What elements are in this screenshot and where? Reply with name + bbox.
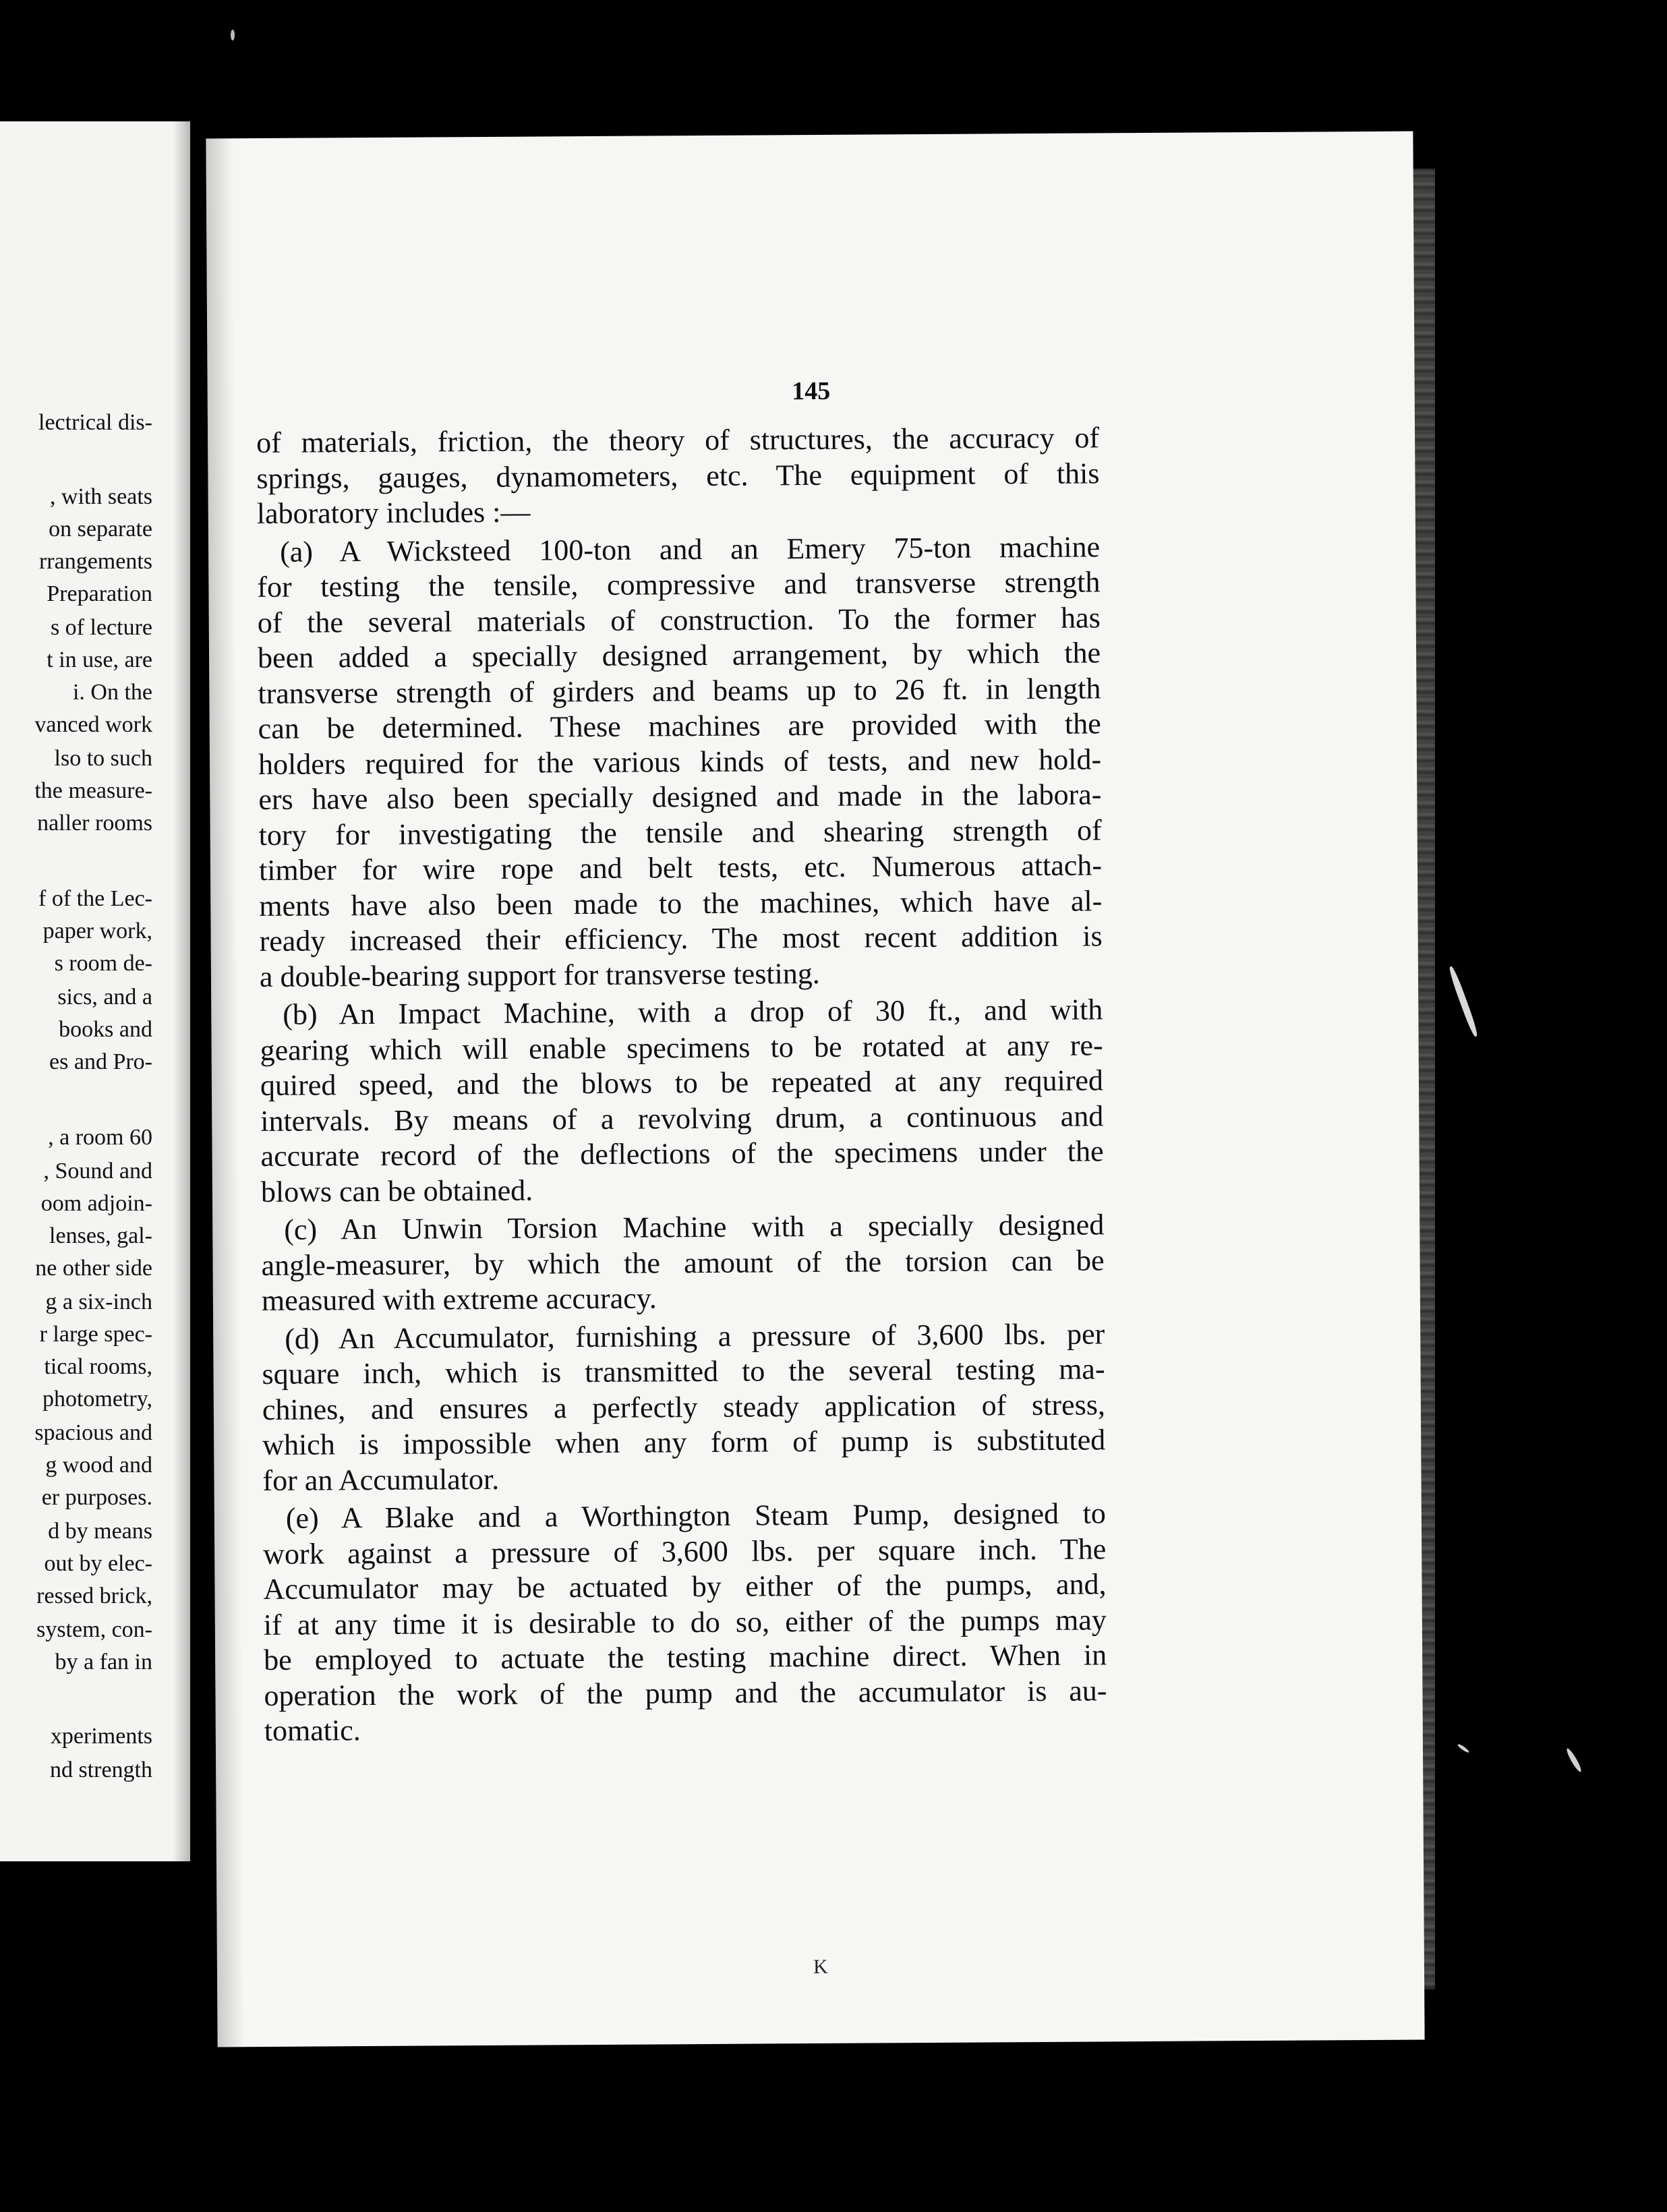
- left-page-line: on separate: [49, 517, 152, 542]
- body-text-line: square inch, which is transmitted to the several testing ma-: [262, 1352, 1105, 1391]
- dust-speck: [1457, 1743, 1469, 1754]
- body-text-line: for testing the tensile, compressive and transverse strength: [257, 565, 1101, 604]
- left-page-line: ressed brick,: [36, 1583, 152, 1608]
- left-page-line: g a six-inch: [45, 1289, 152, 1314]
- body-text-line: which is impossible when any form of pump is substituted: [262, 1423, 1106, 1462]
- body-text-line: holders required for the various kinds of tests, and new hold-: [258, 743, 1102, 782]
- body-text-line: can be determined. These machines are provided with the: [258, 707, 1101, 746]
- left-page-line: t in use, are: [47, 647, 152, 672]
- page-body-text: [206, 132, 1424, 2047]
- left-page-line: by a fan in: [55, 1650, 152, 1675]
- body-text-line: measured with extreme accuracy.: [261, 1281, 657, 1318]
- body-text-line: springs, gauges, dynamometers, etc. The equipment of this: [256, 457, 1100, 496]
- body-text-line: intervals. By means of a revolving drum, a continuous and: [260, 1099, 1104, 1138]
- body-text-line: tomatic.: [264, 1714, 361, 1748]
- body-text-line: ready increased their efficiency. The most recent addition is: [259, 919, 1103, 958]
- dust-speck: [1447, 966, 1479, 1038]
- left-page-line: Preparation: [47, 581, 152, 606]
- left-page-line: books and: [59, 1017, 152, 1042]
- left-page-line: s of lecture: [50, 615, 152, 640]
- dust-speck: [1565, 1747, 1583, 1774]
- left-page-line: vanced work: [34, 712, 152, 737]
- body-text-line: quired speed, and the blows to be repeated at any required: [260, 1064, 1104, 1103]
- body-text-line: (c) An Unwin Torsion Machine with a specially designed: [284, 1208, 1105, 1246]
- dust-speck: [231, 30, 235, 40]
- left-page-line: rrangements: [38, 549, 152, 574]
- left-page-line: i. On the: [72, 680, 152, 705]
- left-page-line: r large spec-: [39, 1322, 152, 1347]
- main-page: [206, 132, 1424, 2047]
- body-text-line: timber for wire rope and belt tests, etc. Numerous attach-: [258, 848, 1103, 887]
- body-text-line: accurate record of the deflections of the specimens under the: [260, 1134, 1104, 1173]
- body-text-line: been added a specially designed arrangement, by which the: [257, 636, 1101, 675]
- body-text-line: of materials, friction, the theory of structures, the accuracy of: [256, 421, 1100, 460]
- left-page-line: the measure-: [34, 778, 152, 803]
- left-page-line: ne other side: [35, 1256, 152, 1281]
- body-text-line: transverse strength of girders and beams up to 26 ft. in length: [258, 672, 1101, 711]
- body-text-line: ers have also been specially designed and made in the labora-: [258, 778, 1102, 817]
- body-text-line: operation the work of the pump and the accumulator is au-: [264, 1674, 1107, 1713]
- left-page-line: g wood and: [45, 1453, 152, 1478]
- body-text-line: be employed to actuate the testing machine direct. When in: [264, 1638, 1107, 1677]
- left-page-line: out by elec-: [44, 1551, 152, 1576]
- left-page-line: tical rooms,: [44, 1354, 152, 1379]
- body-text-line: blows can be obtained.: [260, 1173, 533, 1209]
- left-page-line: lenses, gal-: [49, 1223, 152, 1248]
- body-text-line: (b) An Impact Machine, with a drop of 30 ft., and with: [283, 993, 1103, 1031]
- body-text-line: a double-bearing support for transverse testing.: [259, 956, 820, 994]
- body-text-line: gearing which will enable specimens to be rotated at any re-: [260, 1028, 1103, 1068]
- gutter-shadow: [173, 121, 190, 1861]
- left-page-line: oom adjoin-: [40, 1191, 152, 1216]
- left-page-line: , with seats: [49, 484, 152, 509]
- body-text-line: of the several materials of construction. To the former has: [257, 601, 1101, 640]
- left-page-line: d by means: [48, 1519, 152, 1544]
- left-page-line: s room de-: [54, 951, 152, 976]
- left-page-line: xperiments: [50, 1724, 152, 1749]
- left-page-line: photometry,: [42, 1387, 152, 1411]
- body-text-line: Accumulator may be actuated by either of the pumps, and,: [263, 1567, 1107, 1606]
- left-page-line: , a room 60: [48, 1125, 152, 1150]
- body-text-line: angle-measurer, by which the amount of the torsion can be: [261, 1244, 1105, 1283]
- left-facing-page: [0, 121, 190, 1861]
- body-text-line: chines, and ensures a perfectly steady application of stress,: [262, 1388, 1106, 1427]
- body-text-line: ments have also been made to the machines, which have al-: [259, 884, 1103, 923]
- body-text-line: laboratory includes :—: [256, 495, 531, 531]
- page-number: 145: [792, 376, 831, 406]
- left-page-line: paper work,: [42, 919, 152, 943]
- body-text-line: tory for investigating the tensile and shearing strength of: [258, 813, 1102, 852]
- body-text-line: (e) A Blake and a Worthington Steam Pump, designed to: [285, 1496, 1106, 1535]
- body-text-line: work against a pressure of 3,600 lbs. per square inch. The: [263, 1532, 1107, 1571]
- left-page-line: es and Pro-: [49, 1049, 152, 1074]
- left-page-line: sics, and a: [57, 985, 152, 1010]
- left-page-line: f of the Lec-: [38, 886, 152, 911]
- left-page-line: er purposes.: [41, 1485, 152, 1510]
- body-text-line: (a) A Wicksteed 100-ton and an Emery 75-ton machine: [279, 530, 1101, 569]
- body-text-line: for an Accumulator.: [262, 1462, 500, 1498]
- left-page-line: system, con-: [36, 1617, 152, 1642]
- left-page-line: , Sound and: [43, 1159, 152, 1184]
- signature-mark: K: [813, 1955, 828, 1979]
- left-page-line: lectrical dis-: [38, 410, 152, 435]
- left-page-line: naller rooms: [37, 811, 152, 836]
- body-text-line: (d) An Accumulator, furnishing a pressure of 3,600 lbs. per: [285, 1317, 1105, 1356]
- left-page-line: lso to such: [54, 746, 152, 771]
- left-page-line: spacious and: [34, 1420, 152, 1445]
- left-page-line: nd strength: [49, 1757, 152, 1782]
- body-text-line: if at any time it is desirable to do so, either of the pumps may: [263, 1603, 1107, 1642]
